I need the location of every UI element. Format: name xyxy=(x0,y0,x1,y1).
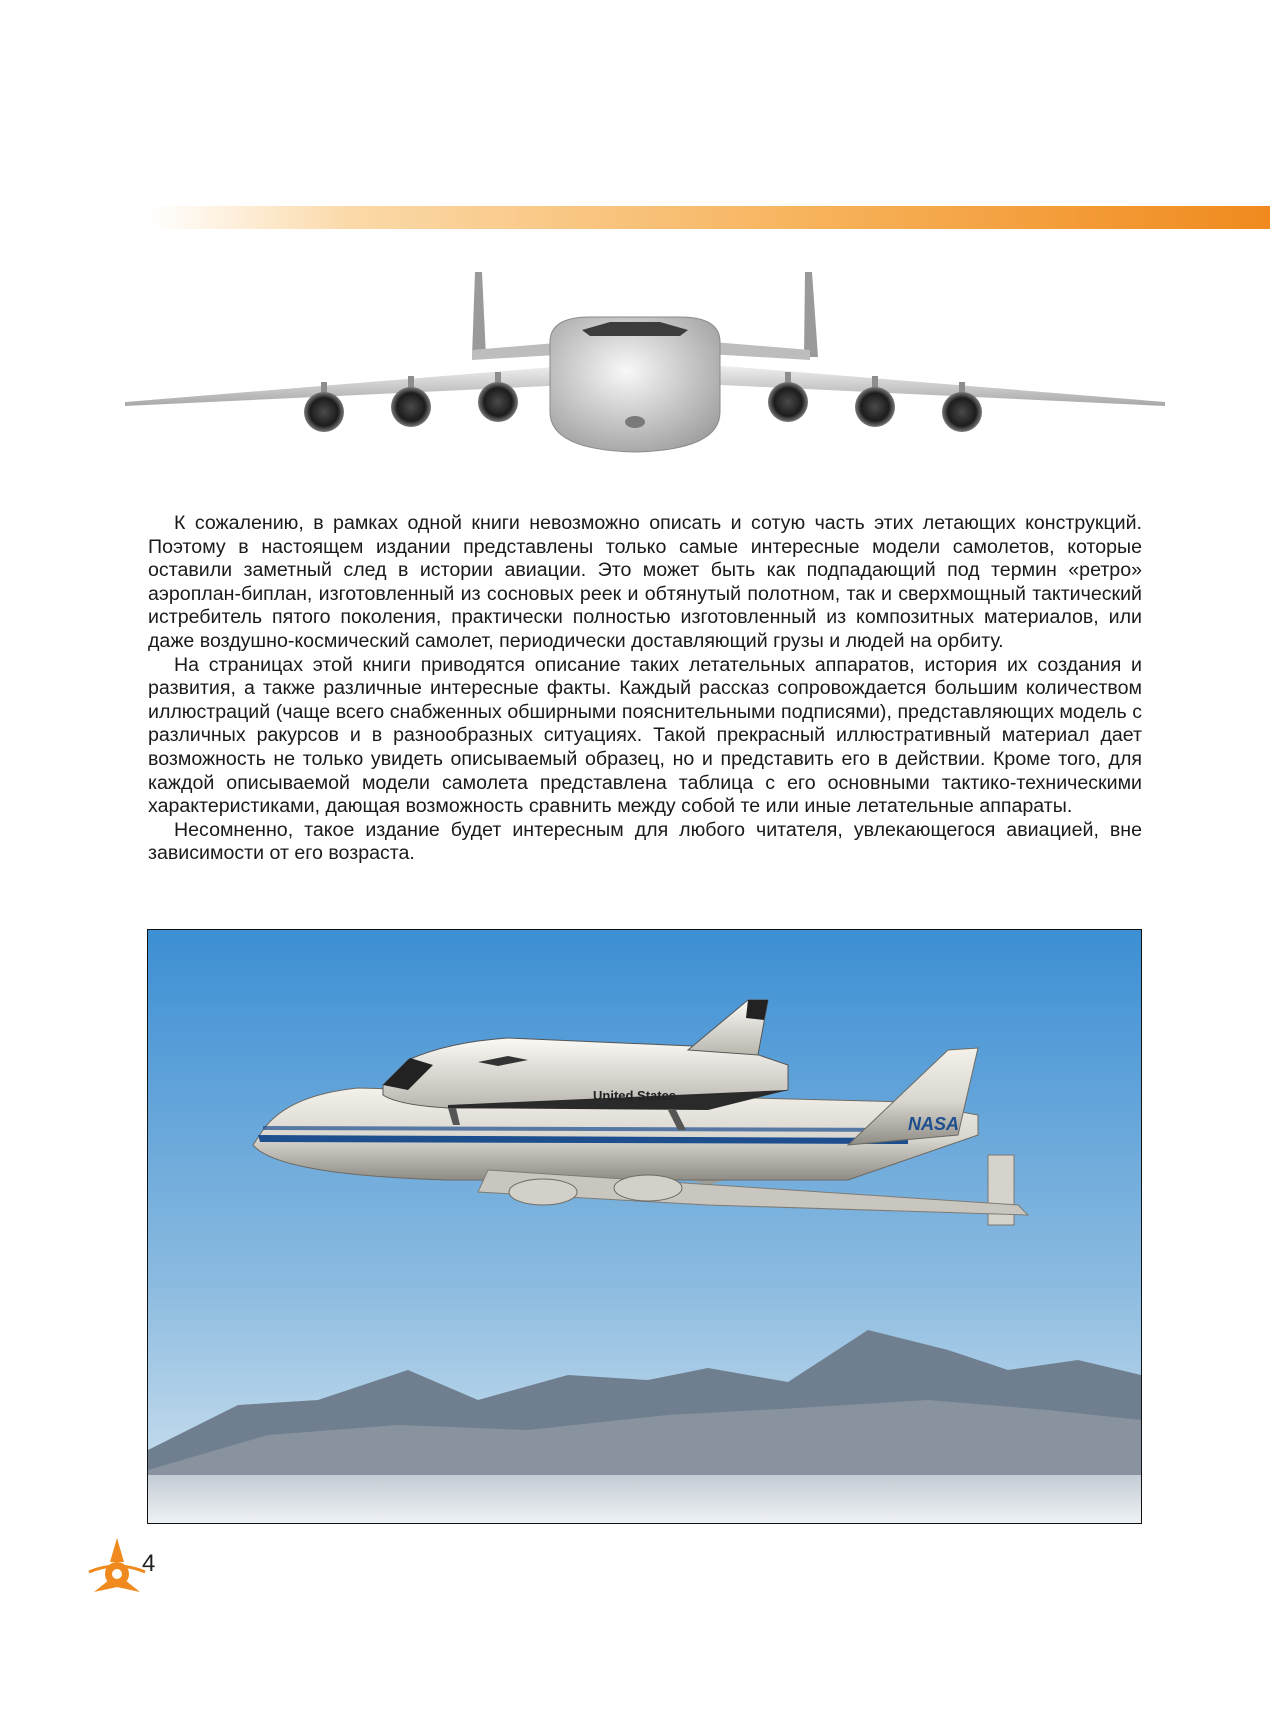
paragraph: Несомненно, такое издание будет интересным для любого читателя, увлекающегося авиацией, вне зависимости от его возраста. xyxy=(148,818,1142,865)
intro-text xyxy=(148,512,1142,866)
page-number: 4 xyxy=(142,1550,156,1577)
paragraph: На страницах этой книги приводятся описание таких летательных аппаратов, история их создания и развития, а также различные интересные факты. Каждый рассказ сопровождается большим количеством иллюстраций (чаще всего снабженных обширными пояснительными подписями), представляющих модель с различных ракурсов и в разнообразных ситуациях. Такой прекрасный иллюстративный материал дает возможность не только увидеть описываемый образец, но и представить его в действии. Кроме того, для каждой описываемой модели самолета представлена таблица с его основными тактико-техническими характеристиками, дающая возможность сравнить между собой те или иные летательные аппараты. xyxy=(148,653,1142,818)
decorative-header-band xyxy=(150,206,1270,229)
nasa-tail-text: NASA xyxy=(908,1114,960,1134)
shuttle-carrier-photo xyxy=(147,929,1142,1524)
paragraph: К сожалению, в рамках одной книги невозможно описать и сотую часть этих летающих конструкций. Поэтому в настоящем издании представлены только самые интересные модели самолетов, которые оставили заметный след в истории авиации. Это может быть как подпадающий под термин «ретро» аэроплан-биплан, изготовленный из сосновых реек и обтянутый полотном, так и сверхмощный тактический истребитель пятого поколения, практически полностью изготовленный из композитных материалов, или даже воздушно-космический самолет, периодически доставляющий грузы и людей на орбиту. xyxy=(148,512,1142,652)
propeller-icon xyxy=(84,1532,150,1616)
transport-aircraft-front-illustration xyxy=(120,272,1170,482)
united-states-text: United States xyxy=(593,1088,677,1103)
